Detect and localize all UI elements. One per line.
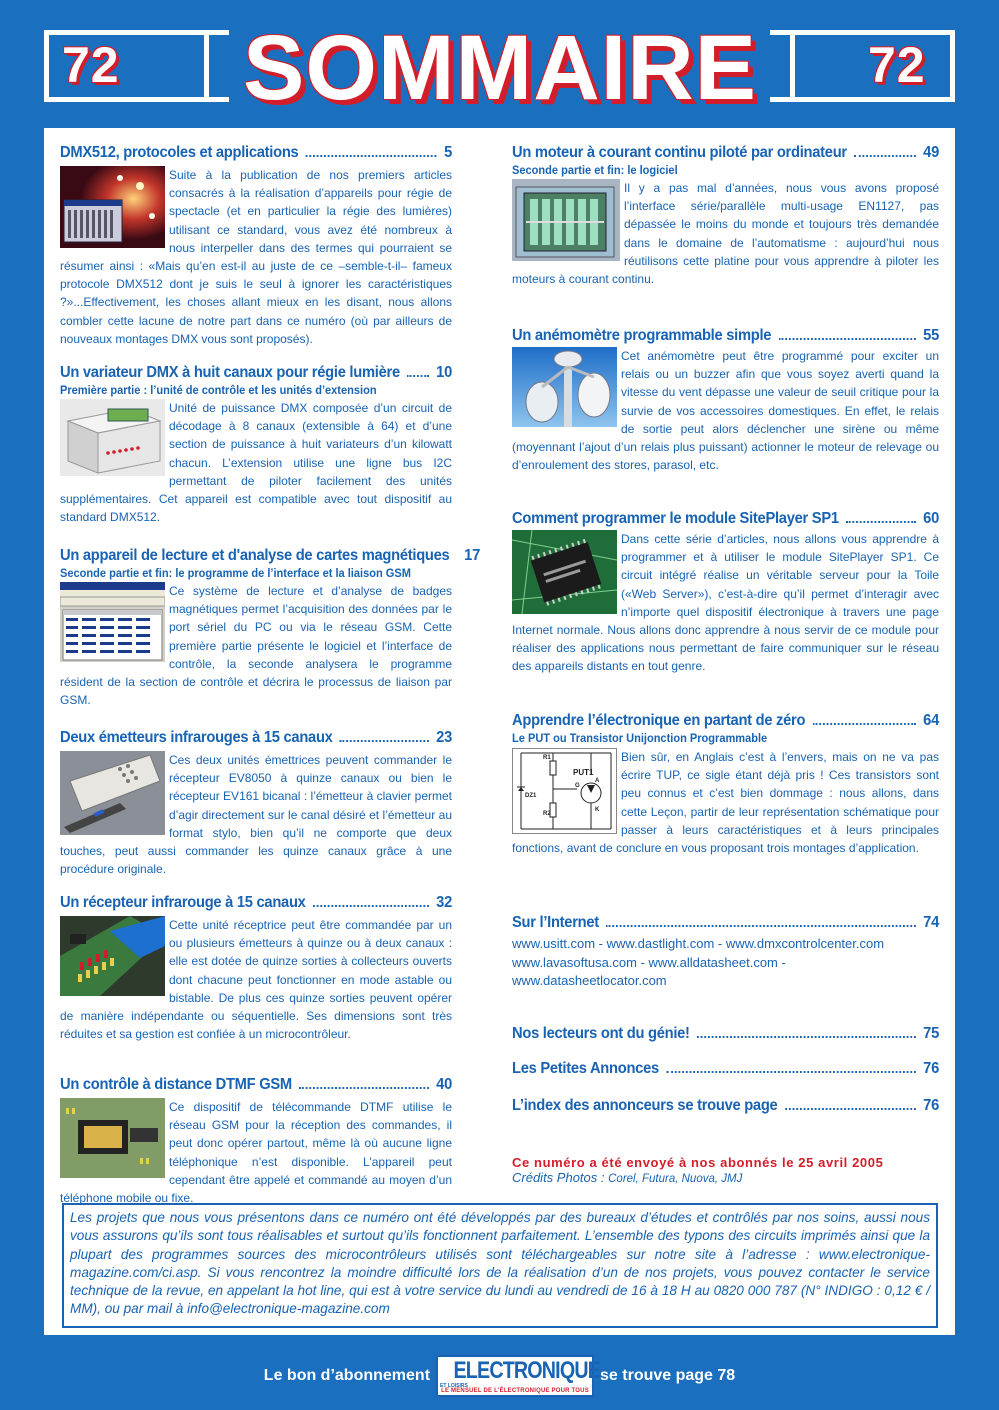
article-summary: Cet anémomètre peut être programmé pour exciter un relais ou un buzzer afin que vous soyez averti quand la vitesse du vent dépasse une valeur de seuil critique pour la survie de vos accessoires domestiques. En effet, le relais de sortie peut alors déclencher une sirène ou même (moyennant l’ajout d’un relais plus puissant) actionner le moteur de relevage ou d’enroulement des stores, parasol, etc. [512, 349, 939, 473]
schematic-a: A [595, 778, 600, 784]
thumb-gsm-board [60, 1098, 165, 1178]
leader-dots [313, 897, 429, 907]
logo-main-text: ELECTRONIQUE [453, 1357, 601, 1384]
article-summary: Il y a pas mal d’années, nous vous avons proposé l’interface série/parallèle multi-usage EN1127, pas dépassée le moins du monde et toujours très demandée dans le domaine de l’automatisme : aujourd’hui nous réutilisons cette platine pour vous apprendre à piloter les moteurs à courant continu. [512, 181, 939, 287]
article-siteplayer[interactable] [512, 510, 939, 676]
issue-notice [512, 1155, 939, 1185]
article-summary: Bien sûr, en Anglais c’est à l’envers, mais on ne va pas écrire TUP, ce sigle étant déjà pris ! Ces transistors sont peu connus et c’est bien dommage : nous allons, dans cette Leçon, partir de leur représentation schématique pour passer à leurs caractéristiques et à leurs principales fonctions, avant de conclure en vous proposant trois montages d’application. [512, 750, 939, 856]
sent-date-notice: Ce numéro a été envoyé à nos abonnés le 25 avril 2005 [512, 1155, 884, 1170]
article-title-row[interactable] [60, 729, 452, 747]
article-title-row[interactable] [512, 144, 939, 162]
article-summary: Suite à la publication de nos premiers articles consacrés à la réalisation d’appareils pour régie de spectacle (et en particulier la régie des lumières) utilisant ce standard, vous avez été nombreux à nous interpeller dans des termes qui pourraient se résumer ainsi : «Mais qu’en est-il au juste de ce –semble-t-il– fameux protocole DMX512 dont je suis le seul à ignorer les caractéristiques ?»...Effectivement, les choses allant mieux en les disant, nous allons combler cette lacune de notre part dans ce numéro (où par ailleurs de nouveaux montages DMX vous sont proposés). [60, 168, 452, 346]
article-page[interactable]: 32 [436, 894, 453, 911]
thumb-software-window [60, 582, 165, 662]
article-title-row[interactable] [512, 510, 939, 528]
article-title-row[interactable] [60, 894, 452, 912]
leader-dots [785, 1100, 916, 1110]
article-page[interactable]: 55 [923, 327, 940, 344]
article-title[interactable]: Un moteur à courant continu piloté par ordinateur [512, 144, 847, 161]
article-title-row[interactable] [60, 547, 481, 565]
article-subtitle: Le PUT ou Transistor Unijonction Programmable [512, 731, 768, 745]
article-page[interactable]: 23 [436, 729, 453, 746]
article-title[interactable]: Deux émetteurs infrarouges à 15 canaux [60, 729, 333, 746]
schematic-dz1: DZ1 [525, 793, 537, 799]
article-summary: Ce système de lecture et d’analyse de badges magnétiques permet l’acquisition des données par le port sériel du PC ou via le réseau GSM. Cette première partie présente le logiciel et l’interface de contrôle, la seconde analysera le programme résident de la section de contrôle et décrira le processus de liaison par GSM. [60, 584, 452, 708]
article-title[interactable]: DMX512, protocoles et applications [60, 144, 299, 161]
entry-classifieds[interactable] [512, 1060, 939, 1078]
article-subtitle: Seconde partie et fin: le programme de l’interface et la liaison GSM [60, 566, 411, 580]
thumb-remote-controls [60, 751, 165, 835]
article-title-row[interactable] [512, 1060, 939, 1078]
article-page[interactable]: 76 [923, 1097, 940, 1114]
thumb-anemometer [512, 347, 617, 427]
internet-links-line[interactable]: www.lavasoftusa.com - www.alldatasheet.com - [512, 954, 786, 970]
article-page[interactable]: 76 [923, 1060, 940, 1077]
article-title-row[interactable] [60, 144, 452, 162]
page-title: SOMMAIRE [243, 17, 757, 119]
issue-number-right: 72 [868, 37, 926, 93]
article-page[interactable]: 60 [923, 510, 940, 527]
article-title-row[interactable] [60, 1076, 452, 1094]
leader-dots [340, 732, 429, 742]
footer-text-before: Le bon d’abonnement [263, 1367, 431, 1384]
leader-dots [666, 1063, 916, 1073]
article-dtmf-gsm[interactable] [60, 1076, 452, 1207]
article-electronics-from-zero[interactable] [512, 712, 939, 857]
article-title-row[interactable] [512, 914, 939, 932]
article-title[interactable]: Nos lecteurs ont du génie! [512, 1025, 690, 1042]
article-title[interactable]: Apprendre l’électronique en partant de zéro [512, 712, 806, 729]
article-page[interactable]: 17 [464, 547, 481, 564]
internet-section[interactable] [512, 914, 939, 991]
leader-dots [606, 917, 916, 927]
article-magnetic-card-reader[interactable] [60, 547, 481, 709]
leader-dots [299, 1079, 429, 1089]
article-page[interactable]: 5 [444, 144, 453, 161]
article-title[interactable]: Un contrôle à distance DTMF GSM [60, 1076, 292, 1093]
entry-advertisers-index[interactable] [512, 1097, 939, 1115]
article-subtitle: Première partie : l’unité de contrôle et les unités d’extension [60, 383, 377, 397]
schematic-r1: R1 [543, 755, 551, 761]
article-anemometer[interactable] [512, 327, 939, 474]
article-page[interactable]: 74 [923, 914, 940, 931]
schematic-k: K [595, 807, 600, 813]
schematic-g: G [575, 783, 580, 789]
logo-tagline: LE MENSUEL DE L'ÉLECTRONIQUE POUR TOUS [441, 1388, 589, 1394]
article-dmx-dimmer[interactable] [60, 364, 452, 526]
article-title-row[interactable] [60, 364, 452, 382]
article-title-row[interactable] [512, 1097, 939, 1115]
article-title-row[interactable] [512, 327, 939, 345]
article-title[interactable]: Un récepteur infrarouge à 15 canaux [60, 894, 306, 911]
magazine-logo [436, 1355, 601, 1397]
article-page[interactable]: 75 [923, 1025, 940, 1042]
thumb-siteplayer-chip [512, 530, 617, 614]
article-title[interactable]: Les Petites Annonces [512, 1060, 659, 1077]
thumb-interface-board [512, 179, 620, 261]
article-page[interactable]: 40 [436, 1076, 453, 1093]
logo-small-text: ET LOISIRS [440, 1383, 468, 1389]
leader-dots [813, 715, 916, 725]
leader-dots [779, 330, 916, 340]
leader-dots [846, 513, 916, 523]
photo-credits-label: Crédits Photos : [512, 1170, 605, 1185]
article-title[interactable]: L’index des annonceurs se trouve page [512, 1097, 778, 1114]
contents-panel [44, 128, 955, 1335]
thumb-put-schematic [512, 748, 617, 834]
schematic-put1: PUT1 [573, 768, 594, 777]
schematic-r2: R2 [543, 811, 551, 817]
article-dc-motor[interactable] [512, 144, 939, 288]
internet-links-line[interactable]: www.usitt.com - www.dastlight.com - www.dmxcontrolcenter.com [512, 936, 885, 951]
leader-dots [854, 147, 916, 157]
article-summary: Cette unité réceptrice peut être commandée par un ou plusieurs émetteurs à quinze ou à deux canaux : elle est dotée de quinze sorties à collecteurs ouverts dont chacune peut fonctionner en mode astable ou bistable. De plus ces quinze sorties peuvent opérer de manière indépendante ou séquentielle. Ses dimensions sont très réduites et sa gestion est confiée à un microcontrôleur. [60, 918, 452, 1042]
article-page[interactable]: 64 [923, 712, 940, 729]
thumb-dmx-screenshot [60, 166, 165, 248]
article-summary: Dans cette série d’articles, nous allons vous apprendre à programmer et à utiliser le module SitePlayer SP1. Ce circuit intégré réalise un véritable serveur pour la Toile («Web Server»), c’est-à-dire qu’il permet d’interagir avec n’importe quel dispositif électronique à travers une page Internet normale. Nous allons donc apprendre à nous servir de ce module pour réaliser des applications nous permettant de faire communiquer sur le réseau des appareils distants en tout genre. [512, 532, 939, 674]
footer-text-after: se trouve page 78 [600, 1367, 736, 1384]
article-summary: Ces deux unités émettrices peuvent commander le récepteur EV8050 à quinze canaux ou bien le récepteur EV161 bicanal : l’émetteur à clavier permet d’agir directement sur le canal désiré et l’émetteur au format stylo, bien qu’il ne comporte que deux touches, peut aussi commander les quinze canaux grâce à une procédure originale. [60, 753, 452, 877]
article-title[interactable]: Comment programmer le module SitePlayer SP1 [512, 510, 839, 527]
photo-credits-value: Corel, Futura, Nuova, JMJ [608, 1173, 743, 1185]
article-dmx512[interactable] [60, 144, 452, 348]
article-title[interactable]: Un appareil de lecture et d'analyse de cartes magnétiques [60, 547, 450, 564]
article-subtitle: Seconde partie et fin: le logiciel [512, 163, 678, 177]
thumb-receiver-board [60, 916, 165, 996]
article-title[interactable]: Un variateur DMX à huit canaux pour régie lumière [60, 364, 400, 381]
article-ir-transmitters[interactable] [60, 729, 452, 878]
footer-subscription[interactable] [0, 1356, 999, 1396]
article-title[interactable]: Un anémomètre programmable simple [512, 327, 772, 344]
article-title-row[interactable] [512, 712, 939, 730]
leader-dots [697, 1028, 916, 1038]
article-page[interactable]: 10 [436, 364, 453, 381]
article-summary: Ce dispositif de télécommande DTMF utilise le réseau GSM pour la réception des commandes, il peut donc opérer partout, même là où aucune ligne téléphonique n’est disponible. L’appareil peut cependant être appelé et commandé au moyen d’un téléphone mobile ou fixe. [60, 1100, 452, 1206]
article-page[interactable]: 49 [923, 144, 940, 161]
leader-dots [306, 147, 437, 157]
thumb-dimmer-box [60, 399, 165, 476]
photo-credits [512, 1170, 939, 1185]
entry-readers-genius[interactable] [512, 1025, 939, 1043]
article-ir-receiver[interactable] [60, 894, 452, 1043]
disclaimer-box: Les projets que nous vous présentons dans ce numéro ont été développés par des bureaux d’études et contrôlés par nos soins, aussi nous vous assurons qu’ils sont tous réalisables et surtout qu’ils fonctionnent parfaitement. L’ensemble des typons des circuits imprimés ainsi que la plupart des programmes sources des microcontrôleurs utilisés sont téléchargeables sur notre site à l’adresse : www.electronique-magazine.com/ci.asp. Si vous rencontrez la moindre difficulté lors de la réalisation d’un de nos projets, vous pouvez contacter le service technique de la revue, en appelant la hot line, qui est à votre service du lundi au vendredi de 16 à 18 H au 0820 000 787 (N° INDIGO : 0,12 € / MM), ou par mail à info@electronique-magazine.com [62, 1203, 938, 1328]
article-title[interactable]: Sur l’Internet [512, 914, 599, 931]
article-summary: Unité de puissance DMX composée d’un circuit de décodage à 8 canaux (extensible à 64) et d’une section de puissance à huit variateurs d’un kilowatt chacun. L’extension utilise une ligne bus I2C permettant de piloter facilement des unités supplémentaires. Cet appareil est compatible avec tout dispositif au standard DMX512. [60, 401, 452, 525]
internet-links-line[interactable]: www.datasheetlocator.com [512, 973, 667, 988]
leader-dots [407, 367, 429, 377]
issue-number-left: 72 [62, 37, 120, 93]
article-title-row[interactable] [512, 1025, 939, 1043]
